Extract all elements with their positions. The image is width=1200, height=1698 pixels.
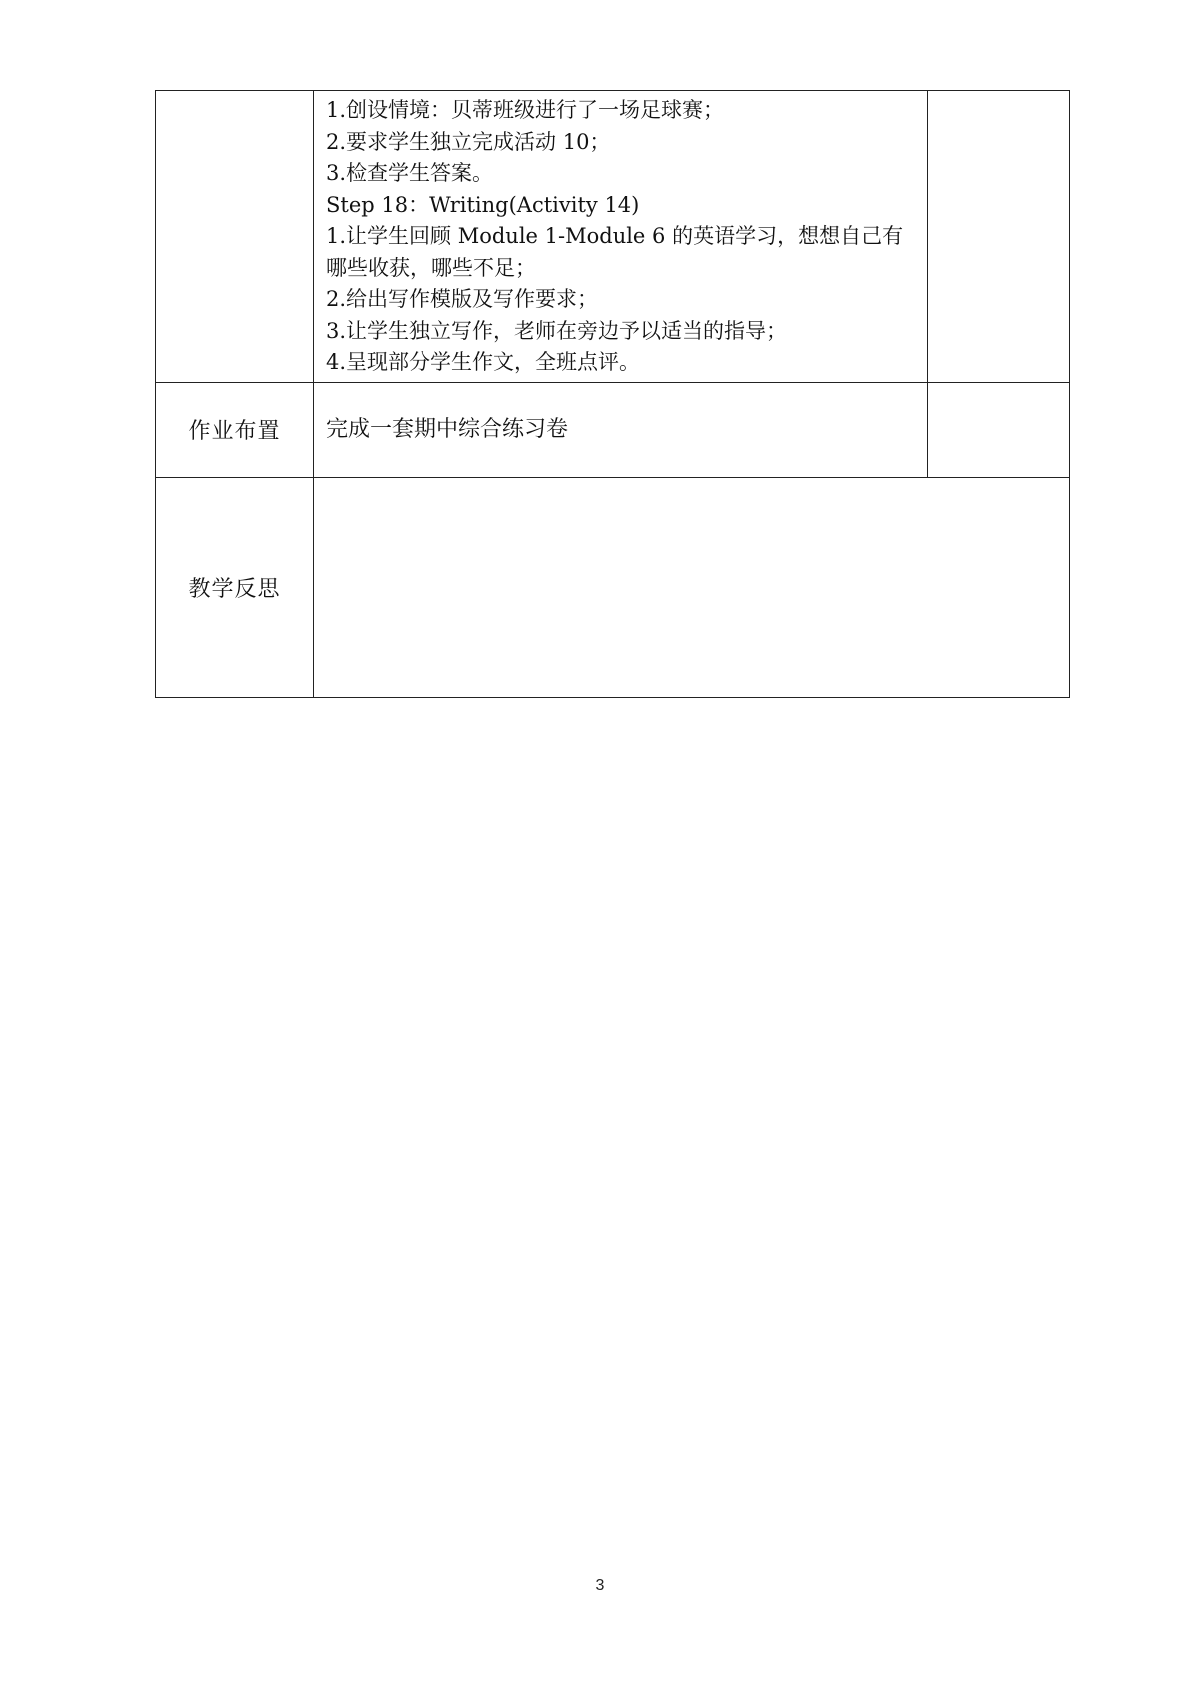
step-line: 1.创设情境：贝蒂班级进行了一场足球赛； [326,98,725,122]
homework-notes-cell [928,382,1070,477]
homework-row [156,382,1070,477]
homework-label-cell [156,382,314,477]
step-line: 3.让学生独立写作，老师在旁边予以适当的指导； [326,318,788,343]
step-heading: Step 18：Writing(Activity 14) [326,192,640,217]
step-line: 3.检查学生答案。 [326,161,494,185]
page-number: 3 [595,1577,605,1594]
step-line: 2.给出写作模版及写作要求； [326,287,599,311]
homework-label: 作业布置 [188,419,281,444]
step-line: 1.让学生回顾 Module 1-Module 6 的英语学习，想想自己有哪些收获，哪些不足； [326,224,904,280]
steps-label-cell [156,91,314,383]
reflection-label: 教学反思 [188,576,281,602]
reflection-row [156,477,1070,697]
step-line: 4.呈现部分学生作文，全班点评。 [326,350,641,374]
steps-notes-cell [928,91,1070,383]
teaching-steps-row [156,91,1070,383]
homework-content-cell [314,382,928,477]
homework-content: 完成一套期中综合练习卷 [326,417,569,442]
reflection-label-cell [156,477,314,697]
step-line: 2.要求学生独立完成活动 10； [326,129,611,154]
reflection-content-cell [314,477,1070,697]
steps-content-cell [314,91,928,383]
lesson-plan-table [155,90,1070,698]
